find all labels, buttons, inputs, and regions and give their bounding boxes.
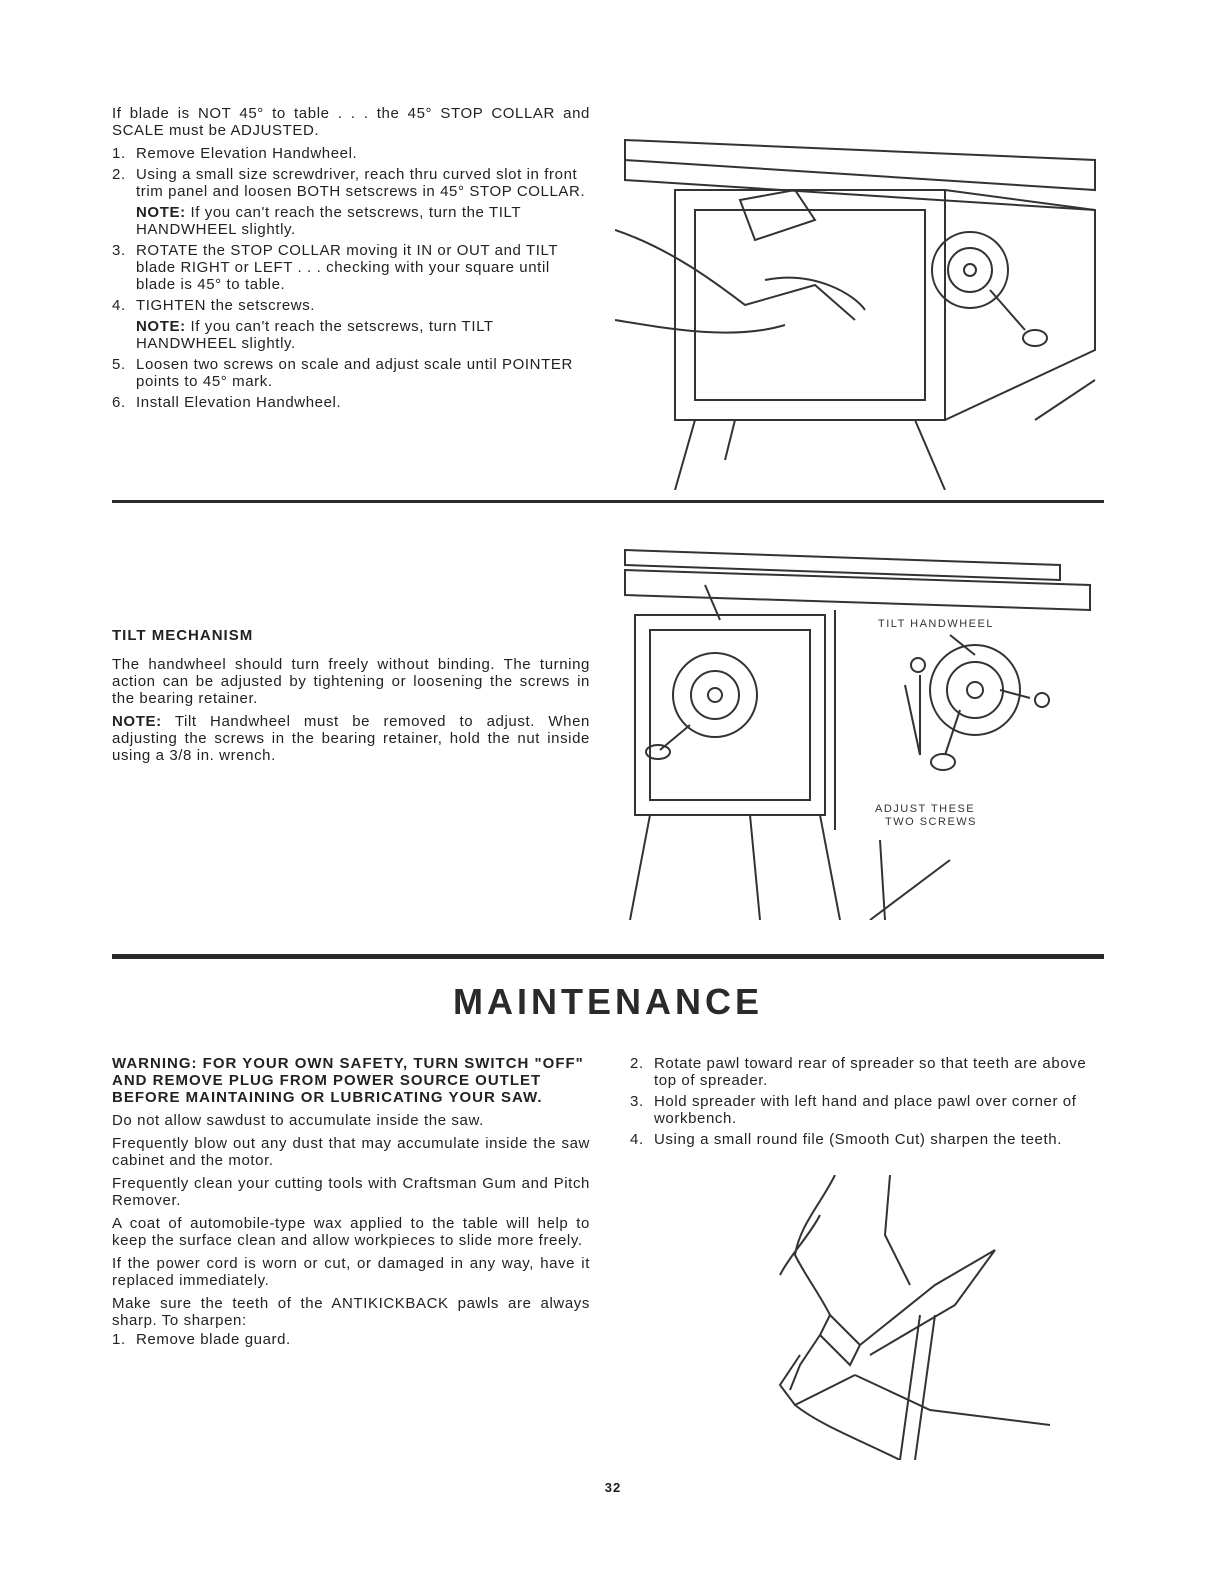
step-item: 5. Loosen two screws on scale and adjust scale until POINTER points to 45° mark. — [112, 356, 573, 390]
maintenance-paragraph: If the power cord is worn or cut, or damaged in any way, have it replaced immediately. — [112, 1255, 590, 1289]
tilt-handwheel-illustration — [620, 540, 1105, 920]
step-item: 3. ROTATE the STOP COLLAR moving it IN or OUT and TILT blade RIGHT or LEFT . . . checking with your square until blade is 45° to table. — [112, 242, 558, 293]
saw-front-drawing — [620, 540, 1105, 920]
stop-collar-instructions — [112, 105, 590, 415]
maintenance-paragraph: Make sure the teeth of the ANTIKICKBACK pawls are always sharp. To sharpen: — [112, 1295, 590, 1329]
tilt-mechanism-text — [112, 627, 590, 770]
maintenance-paragraph: Frequently clean your cutting tools with Craftsman Gum and Pitch Remover. — [112, 1175, 590, 1209]
step-item: 4. Using a small round file (Smooth Cut) sharpen the teeth. — [630, 1131, 1062, 1148]
pawl-sharpening-illustration — [760, 1175, 1060, 1460]
saw-drawing — [615, 120, 1105, 490]
step-item: 1. Remove blade guard. — [112, 1331, 291, 1348]
note: NOTE: Tilt Handwheel must be removed to adjust. When adjusting the screws in the bearing retainer, hold the nut inside using a 3/8 in. wrench. — [112, 713, 590, 764]
tilt-mechanism-paragraph: The handwheel should turn freely without binding. The turning action can be adjusted by tightening or loosening the screws in the bearing retainer. — [112, 656, 590, 707]
note: NOTE: If you can't reach the setscrews, turn TILT HANDWHEEL slightly. — [136, 318, 494, 352]
page-title: MAINTENANCE — [453, 981, 763, 1022]
intro-text: If blade is NOT 45° to table . . . the 45° STOP COLLAR and SCALE must be ADJUSTED. — [112, 105, 590, 139]
maintenance-paragraph: A coat of automobile-type wax applied to the table will help to keep the surface clean and allow workpieces to slide more freely. — [112, 1215, 590, 1249]
tilt-handwheel-label: TILT HANDWHEEL — [878, 618, 994, 630]
section-divider — [112, 500, 1104, 503]
maintenance-left-column — [112, 1055, 590, 1352]
maintenance-paragraph: Do not allow sawdust to accumulate inside the saw. — [112, 1112, 484, 1129]
tilt-mechanism-heading: TILT MECHANISM — [112, 627, 254, 644]
step-item: 6. Install Elevation Handwheel. — [112, 394, 342, 411]
step-item: 1. Remove Elevation Handwheel. — [112, 145, 358, 162]
section-divider — [112, 954, 1104, 959]
maintenance-paragraph: Frequently blow out any dust that may accumulate inside the saw cabinet and the motor. — [112, 1135, 590, 1169]
hand-file-drawing — [760, 1175, 1060, 1460]
step-item: 3. Hold spreader with left hand and place pawl over corner of workbench. — [630, 1093, 1077, 1127]
step-item: 2. Using a small size screwdriver, reach thru curved slot in front trim panel and loosen BOTH setscrews in 45° STOP COLLAR. — [112, 166, 586, 200]
adjust-screws-label: ADJUST THESE TWO SCREWS — [875, 803, 977, 828]
step-item: 2. Rotate pawl toward rear of spreader so that teeth are above top of spreader. — [630, 1055, 1087, 1089]
safety-warning: WARNING: FOR YOUR OWN SAFETY, TURN SWITCH "OFF" AND REMOVE PLUG FROM POWER SOURCE OUTLET BEFORE MAINTAINING OR LUBRICATING YOUR SAW. — [112, 1055, 584, 1106]
maintenance-right-column — [630, 1055, 1104, 1152]
note: NOTE: If you can't reach the setscrews, turn the TILT HANDWHEEL slightly. — [136, 204, 521, 238]
stop-collar-illustration — [615, 120, 1105, 490]
step-item: 4. TIGHTEN the setscrews. — [112, 297, 316, 314]
page-number: 32 — [604, 1480, 622, 1495]
